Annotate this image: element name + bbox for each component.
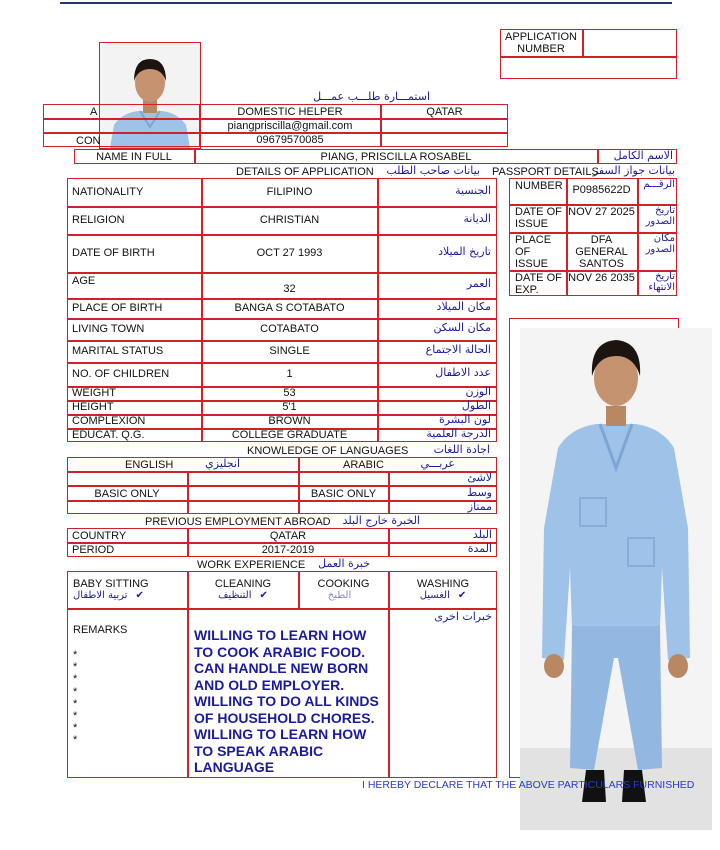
lang-arabic-ar: عربـــي <box>420 457 455 470</box>
detail-label: LIVING TOWN <box>72 323 145 335</box>
name-label: NAME IN FULL <box>96 151 172 163</box>
details-row-line <box>67 206 497 208</box>
header-trunc-1: A <box>90 106 98 118</box>
previous-title-ar: الخبرة خارج البلد <box>342 514 420 527</box>
details-row-line <box>67 340 497 342</box>
passport-value: P0985622D <box>572 184 631 196</box>
passport-label: DATE OF ISSUE <box>515 206 562 231</box>
work-item-ar: تربية الاطفال <box>73 590 128 601</box>
form-title-ar: استمـــارة طلـــب عمـــل <box>313 90 430 103</box>
detail-label-ar: عدد الاطفال <box>435 366 491 379</box>
details-row-line <box>67 362 497 364</box>
work-title: WORK EXPERIENCE <box>197 559 306 571</box>
languages-title: KNOWLEDGE OF LANGUAGES <box>247 445 409 457</box>
detail-label-ar: لون البشرة <box>439 413 491 426</box>
work-item-ar: التنظيف <box>218 590 252 601</box>
detail-label-ar: الوزن <box>465 385 491 398</box>
detail-value: COTABATO <box>260 323 319 335</box>
lang-arabic: ARABIC <box>343 459 384 471</box>
arabic-level: BASIC ONLY <box>310 488 377 500</box>
english-level: BASIC ONLY <box>94 488 160 500</box>
detail-label: EDUCAT. Q.G. <box>72 429 145 441</box>
lang-english-ar: انجليزي <box>205 457 240 470</box>
top-rule <box>60 2 672 4</box>
passport-label: DATE OF EXP. <box>515 272 562 297</box>
country-applied-value: QATAR <box>426 106 463 118</box>
work-item-ar-row <box>188 590 298 601</box>
work-item-label: WASHING <box>416 578 470 590</box>
lang-english: ENGLISH <box>125 459 174 471</box>
detail-label: DATE OF BIRTH <box>72 247 155 259</box>
check-icon: ✔ <box>457 590 467 601</box>
detail-value: SINGLE <box>269 345 310 357</box>
header-trunc-2: CON <box>76 135 101 147</box>
languages-title-ar: اجادة اللغات <box>433 443 490 456</box>
level-exc-ar: ممتاز <box>467 500 492 513</box>
passport-label-ar: الرقـــم <box>643 179 675 190</box>
work-item-ar-row <box>73 590 187 601</box>
passport-label: PLACE OF ISSUE <box>515 234 552 271</box>
detail-value: FILIPINO <box>266 186 313 198</box>
work-item-label: CLEANING <box>214 578 272 590</box>
applicant-photo-full <box>520 328 712 830</box>
passport-title-ar: بيانات جواز السفر <box>592 164 675 177</box>
country-label: COUNTRY <box>72 530 127 542</box>
period-ar: المدة <box>467 542 492 555</box>
detail-label-ar: مكان السكن <box>433 321 491 334</box>
detail-label: PLACE OF BIRTH <box>72 302 163 314</box>
work-title-ar: خبرة العمل <box>318 557 370 570</box>
phone-value: 09679570085 <box>256 134 324 146</box>
name-value: PIANG, PRISCILLA ROSABEL <box>320 151 472 163</box>
details-row-line <box>67 298 497 300</box>
detail-label: HEIGHT <box>72 401 114 413</box>
detail-value: 53 <box>283 387 296 399</box>
detail-value: OCT 27 1993 <box>256 247 323 259</box>
detail-value: 1 <box>286 368 293 380</box>
detail-label: COMPLEXION <box>72 415 146 427</box>
remarks-text: WILLING TO LEARN HOW TO COOK ARABIC FOOD. CAN HANDLE NEW BORN AND OLD EMPLOYER. WILLING TO DO ALL KINDS OF HOUSEHOLD CHORES. WILLING TO LEARN HOW TO SPEAK ARABIC LANGUAGE <box>194 627 379 775</box>
detail-value: BROWN <box>268 415 311 427</box>
passport-value: NOV 27 2025 <box>568 206 635 218</box>
period-label: PERIOD <box>72 544 115 556</box>
work-item-ar-row <box>299 590 388 601</box>
position-value: DOMESTIC HELPER <box>237 106 343 118</box>
details-title-ar: بيانات صاحب الطلب <box>386 164 480 177</box>
passport-value: DFA GENERAL SANTOS <box>575 234 628 271</box>
detail-label: MARITAL STATUS <box>72 345 164 357</box>
detail-value: CHRISTIAN <box>259 214 320 226</box>
work-item-ar: الطبخ <box>327 590 352 601</box>
detail-label: NO. OF CHILDREN <box>72 368 170 380</box>
passport-label-ar: مكان الصدور <box>645 233 675 255</box>
work-item-ar-row <box>389 590 497 601</box>
detail-label-ar: الديانة <box>463 212 491 225</box>
detail-label-ar: تاريخ الميلاد <box>438 245 491 258</box>
period-value: 2017-2019 <box>261 544 315 556</box>
application-number-label: APPLICATION NUMBER <box>505 31 577 56</box>
passport-title: PASSPORT DETAILS <box>492 166 599 178</box>
country-ar: البلد <box>472 528 492 541</box>
detail-label-ar: الحالة الاجتماع <box>425 343 491 356</box>
passport-value: NOV 26 2035 <box>568 272 635 284</box>
check-icon: ✔ <box>135 590 144 601</box>
detail-label: RELIGION <box>72 214 125 226</box>
remarks-stars: * * * * * * * * <box>73 649 78 747</box>
level-mid-ar: وسط <box>467 486 492 499</box>
detail-label: AGE <box>72 275 96 287</box>
details-title: DETAILS OF APPLICATION <box>236 166 374 178</box>
passport-label: NUMBER <box>515 180 563 192</box>
check-icon: ✔ <box>259 590 268 601</box>
detail-label-ar: الدرجة العلمية <box>426 427 491 440</box>
passport-label-ar: تاريخ الانتهاء <box>648 271 675 293</box>
details-row-line <box>67 272 497 274</box>
previous-title: PREVIOUS EMPLOYMENT ABROAD <box>145 516 331 528</box>
detail-label-ar: الجنسية <box>455 184 491 197</box>
detail-value: 5'1 <box>282 401 297 413</box>
detail-label-ar: العمر <box>466 277 491 290</box>
email-value: piangpriscilla@gmail.com <box>227 120 353 132</box>
work-item-label: COOKING <box>317 578 370 590</box>
country-value: QATAR <box>269 530 307 542</box>
declaration: I HEREBY DECLARE THAT THE ABOVE PARTICULARS FURNISHED <box>362 779 695 791</box>
detail-label-ar: الطول <box>461 399 491 412</box>
level-none-ar: لاشئ <box>467 471 492 484</box>
passport-label-ar: تاريخ الصدور <box>645 205 675 227</box>
details-row-line <box>67 234 497 236</box>
detail-value: COLLEGE GRADUATE <box>231 429 348 441</box>
remarks-label: REMARKS <box>73 624 128 636</box>
other-experience-ar: خبرات اخرى <box>434 610 492 623</box>
detail-value: BANGA S COTABATO <box>234 302 345 314</box>
detail-label-ar: مكان الميلاد <box>436 300 491 313</box>
work-item-label: BABY SITTING <box>73 578 149 590</box>
name-label-ar: الاسم الكامل <box>613 149 673 162</box>
detail-label: NATIONALITY <box>72 186 144 198</box>
detail-value: 32 <box>283 283 296 295</box>
detail-label: WEIGHT <box>72 387 116 399</box>
work-item-ar: الغسيل <box>419 590 450 601</box>
details-row-line <box>67 318 497 320</box>
